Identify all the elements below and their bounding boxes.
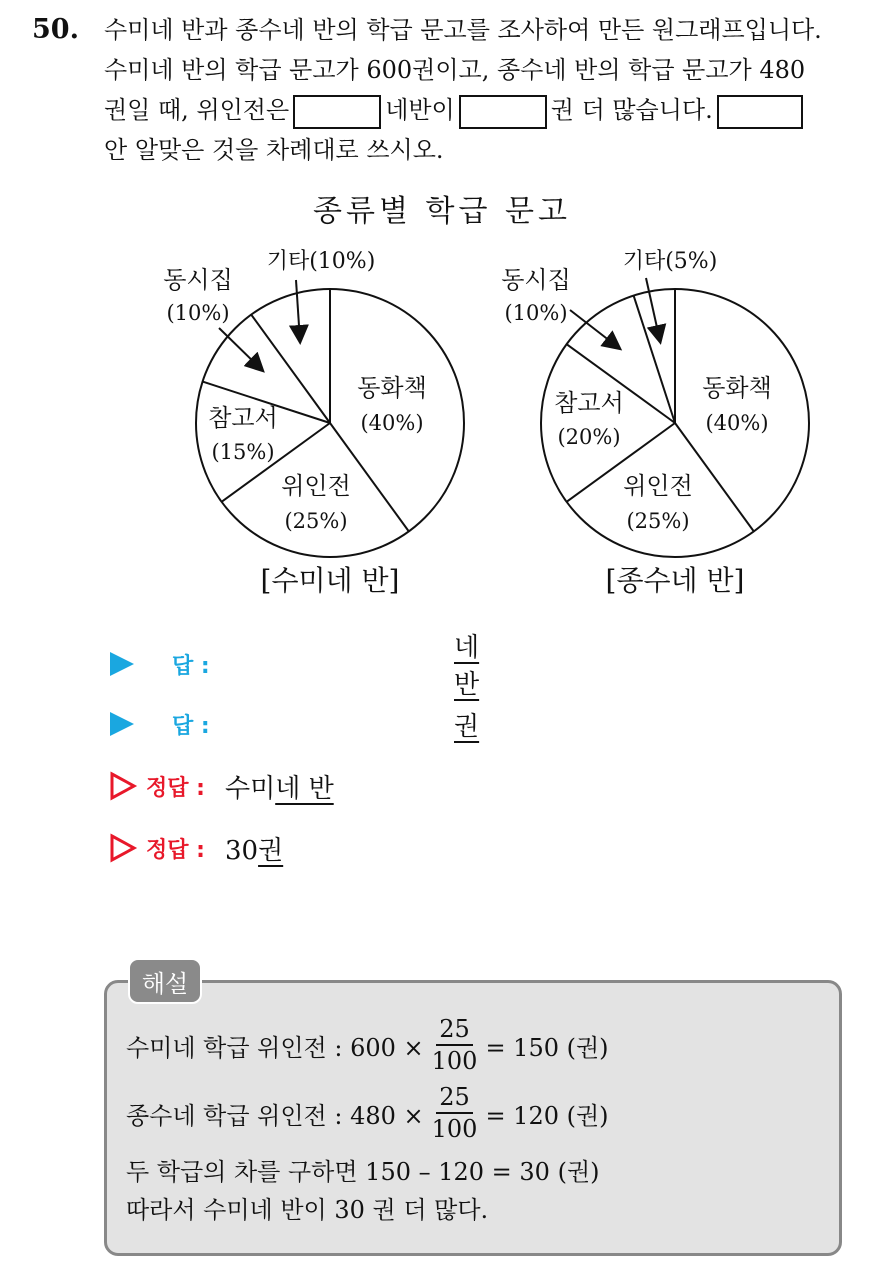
question-line-4: 안 알맞은 것을 차례대로 쓰시오. (104, 136, 444, 164)
fraction-numerator: 25 (436, 1014, 473, 1046)
answer-marker-icon (110, 712, 134, 736)
chart-title: 종류별 학급 문고 (313, 194, 571, 229)
pie-slice-percent: (25%) (626, 509, 690, 533)
pie-slice-label: 기타(5%) (622, 249, 718, 274)
pie-slice-name: 동화책 (702, 374, 772, 402)
answer-row-1 (110, 633, 480, 700)
correct-label: 정답 : (146, 775, 205, 801)
question-number: 50. (32, 14, 79, 45)
pie-slice-percent: (25%) (284, 509, 348, 533)
question-line-3c: 권 더 많습니다. (550, 96, 713, 124)
correct-value-2-underlined: 권 (258, 835, 284, 866)
correct-value-1-prefix: 수미 (224, 773, 276, 804)
correct-marker-icon (110, 833, 138, 863)
pie-slice-percent: (40%) (360, 411, 424, 435)
fraction-numerator: 25 (436, 1082, 473, 1114)
question-line-3b: 네반이 (385, 96, 455, 124)
pie-chart-title: [수미네 반] (260, 564, 400, 597)
pie-slice-percent: (40%) (705, 411, 769, 435)
correct-row-1 (110, 768, 334, 804)
pie-slice-percent: (20%) (557, 425, 621, 449)
question-line-3a: 권일 때, 위인전은 (104, 96, 290, 124)
pie-slice-name: 참고서 (208, 404, 278, 432)
pie-slice-name: 동시집 (163, 266, 233, 294)
answer-unit-2: 권 (454, 711, 480, 742)
pie-chart-title: [종수네 반] (605, 564, 745, 597)
pie-slice-name: 위인전 (623, 472, 693, 500)
pie-slice-percent: (15%) (211, 440, 275, 464)
question-line-1: 수미네 반과 종수네 반의 학급 문고를 조사하여 만든 원그래프입니다. (104, 16, 822, 44)
fraction (432, 1014, 478, 1076)
answer-unit-1: 네 반 (454, 633, 480, 700)
solution-line-2-prefix: 종수네 학급 위인전 : 480 × (126, 1101, 424, 1130)
pie-slice-percent: (10%) (504, 301, 568, 325)
pie-slice-name: 동시집 (501, 266, 571, 294)
solution-line-1-result: = 150 (권) (485, 1033, 609, 1062)
solution-line-1-prefix: 수미네 학급 위인전 : 600 × (126, 1033, 424, 1062)
pie-slice-label: 기타(10%) (266, 249, 376, 274)
solution-line-3: 두 학급의 차를 구하면 150 – 120 = 30 (권) (126, 1158, 600, 1186)
solution-line-1 (126, 1014, 609, 1076)
correct-label: 정답 : (146, 837, 205, 863)
pie-chart-jongsu (501, 249, 809, 597)
fraction-denominator: 100 (431, 1047, 478, 1075)
pie-charts (0, 0, 884, 620)
solution-line-2-result: = 120 (권) (485, 1101, 609, 1130)
correct-row-2 (110, 830, 283, 866)
answer-marker-icon (110, 652, 134, 676)
fraction-denominator: 100 (431, 1115, 478, 1143)
pie-slice-name: 참고서 (554, 389, 624, 417)
solution-line-2 (126, 1082, 609, 1144)
correct-marker-icon (110, 771, 138, 801)
pie-slice-name: 위인전 (281, 472, 351, 500)
correct-value-1 (225, 768, 334, 805)
question-line-2: 수미네 반의 학급 문고가 600권이고, 종수네 반의 학급 문고가 480 (104, 56, 806, 84)
correct-value-2 (225, 830, 283, 867)
answer-label: 답 : (172, 713, 210, 739)
pie-slice-percent: (10%) (166, 301, 230, 325)
solution-line-4: 따라서 수미네 반이 30 권 더 많다. (126, 1196, 489, 1224)
pie-slice-name: 동화책 (357, 374, 427, 402)
solution-tag: 해설 (128, 958, 202, 1004)
pie-chart-sumi (163, 249, 464, 597)
answer-row-2 (110, 706, 480, 742)
correct-value-1-underlined: 네 반 (275, 773, 334, 804)
fraction (432, 1082, 478, 1144)
correct-value-2-prefix: 30 (224, 835, 259, 866)
answer-label: 답 : (172, 653, 210, 679)
